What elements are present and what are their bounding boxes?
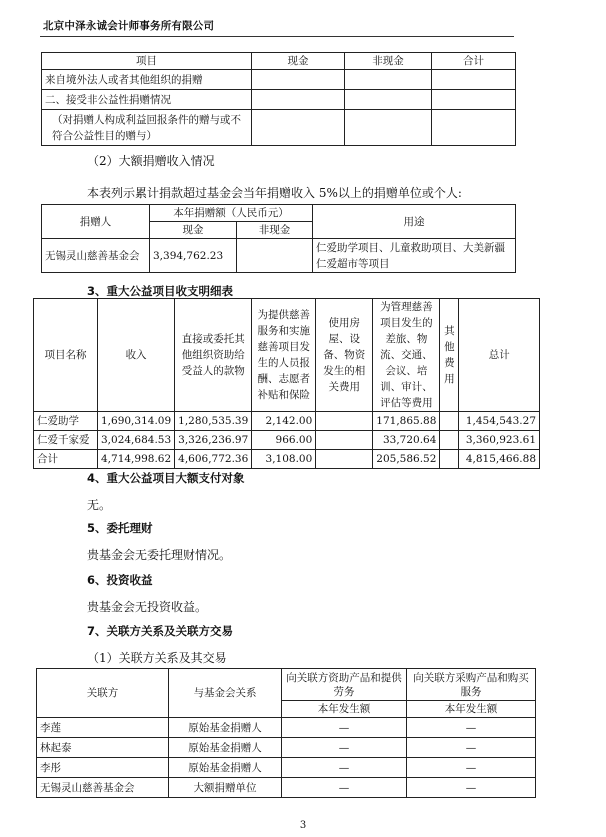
management-value: 171,865.88 xyxy=(373,412,440,431)
col-header-amount: 本年捐赠额（人民币元） xyxy=(150,205,313,222)
noncash-amount xyxy=(237,239,313,273)
large-donation-table xyxy=(41,204,516,273)
total-value: 3,360,923.61 xyxy=(459,431,540,450)
income-value: 1,690,314.09 xyxy=(98,412,175,431)
management-value: 33,720.64 xyxy=(373,431,440,450)
col-header-party: 关联方 xyxy=(37,669,169,718)
purchase-amount: — xyxy=(407,718,536,738)
cash-amount: 3,394,762.23 xyxy=(150,239,237,273)
other-value xyxy=(440,431,459,450)
provide-amount: — xyxy=(282,738,407,758)
party-relation: 原始基金捐赠人 xyxy=(169,758,282,778)
col-header-total: 合计 xyxy=(432,53,516,70)
col-header-cash: 现金 xyxy=(150,222,237,239)
row-label: 来自境外法人或者其他组织的捐赠 xyxy=(42,70,252,90)
income-value: 4,714,998.62 xyxy=(98,450,175,469)
party-relation: 原始基金捐赠人 xyxy=(169,738,282,758)
direct-aid-value: 4,606,772.36 xyxy=(175,450,252,469)
col-header-purchase: 向关联方采购产品和购买服务 xyxy=(407,669,536,701)
col-header-donor: 捐赠人 xyxy=(42,205,150,239)
related-party-table xyxy=(36,668,536,798)
party-name: 林起泰 xyxy=(37,738,169,758)
income-value: 3,024,684.53 xyxy=(98,431,175,450)
col-header-noncash: 非现金 xyxy=(237,222,313,239)
col-header-use: 用途 xyxy=(313,205,516,239)
party-relation: 大额捐赠单位 xyxy=(169,778,282,798)
other-value xyxy=(440,412,459,431)
col-header-cash: 现金 xyxy=(252,53,345,70)
section-7-subtitle: （1）关联方关系及其交易 xyxy=(87,651,227,665)
col-header-personnel: 为提供慈善服务和实施慈善项目发生的人员报酬、志愿者补贴和保险 xyxy=(252,299,316,412)
section-3-title: 3、重大公益项目收支明细表 xyxy=(87,284,234,298)
party-relation: 原始基金捐赠人 xyxy=(169,718,282,738)
col-header-management: 为管理慈善项目发生的差旅、物流、交通、会议、培训、审计、评估等费用 xyxy=(373,299,440,412)
col-header-year: 本年发生额 xyxy=(282,701,407,718)
col-header-year: 本年发生额 xyxy=(407,701,536,718)
direct-aid-value: 3,326,236.97 xyxy=(175,431,252,450)
project-name: 仁爱助学 xyxy=(34,412,98,431)
other-value xyxy=(440,450,459,469)
party-name: 李莲 xyxy=(37,718,169,738)
col-header-project: 项目名称 xyxy=(34,299,98,412)
purchase-amount: — xyxy=(407,758,536,778)
section-4-title: 4、重大公益项目大额支付对象 xyxy=(87,471,245,485)
row-label: （对捐赠人构成利益回报条件的赠与或不符合公益性目的赠与） xyxy=(42,110,252,146)
col-header-income: 收入 xyxy=(98,299,175,412)
facility-value xyxy=(316,412,373,431)
party-name: 李彤 xyxy=(37,758,169,778)
section-6-text: 贵基金会无投资收益。 xyxy=(87,600,208,614)
col-header-other: 其他费用 xyxy=(440,299,459,412)
row-label: 二、接受非公益性捐赠情况 xyxy=(42,90,252,110)
major-project-table xyxy=(33,298,540,469)
page-number: 3 xyxy=(299,820,307,831)
direct-aid-value: 1,280,535.39 xyxy=(175,412,252,431)
firm-header: 北京中泽永诚会计师事务所有限公司 xyxy=(43,20,215,32)
col-header-provide: 向关联方资助产品和提供劳务 xyxy=(282,669,407,701)
purchase-amount: — xyxy=(407,738,536,758)
donation-summary-table xyxy=(41,52,516,146)
personnel-value: 3,108.00 xyxy=(252,450,316,469)
total-value: 4,815,466.88 xyxy=(459,450,540,469)
section-2-intro: 本表列示累计捐款超过基金会当年捐赠收入 5%以上的捐赠单位或个人: xyxy=(87,186,462,200)
donor-name: 无锡灵山慈善基金会 xyxy=(42,239,150,273)
purchase-amount: — xyxy=(407,778,536,798)
donation-use: 仁爱助学项目、儿童救助项目、大美新疆仁爱超市等项目 xyxy=(313,239,516,273)
management-value: 205,586.52 xyxy=(373,450,440,469)
col-header-total: 总计 xyxy=(459,299,540,412)
project-name: 仁爱千家爱 xyxy=(34,431,98,450)
col-header-facility: 使用房屋、设备、物资发生的相关费用 xyxy=(316,299,373,412)
total-value: 1,454,543.27 xyxy=(459,412,540,431)
section-5-text: 贵基金会无委托理财情况。 xyxy=(87,548,232,562)
col-header-relation: 与基金会关系 xyxy=(169,669,282,718)
personnel-value: 966.00 xyxy=(252,431,316,450)
col-header-item: 项目 xyxy=(42,53,252,70)
project-name: 合计 xyxy=(34,450,98,469)
section-7-title: 7、关联方关系及关联方交易 xyxy=(87,624,234,638)
provide-amount: — xyxy=(282,718,407,738)
facility-value xyxy=(316,450,373,469)
facility-value xyxy=(316,431,373,450)
section-2-title: （2）大额捐赠收入情况 xyxy=(87,154,215,168)
col-header-noncash: 非现金 xyxy=(345,53,432,70)
provide-amount: — xyxy=(282,778,407,798)
party-name: 无锡灵山慈善基金会 xyxy=(37,778,169,798)
provide-amount: — xyxy=(282,758,407,778)
personnel-value: 2,142.00 xyxy=(252,412,316,431)
col-header-direct-aid: 直接或委托其他组织资助给受益人的款物 xyxy=(175,299,252,412)
section-4-text: 无。 xyxy=(87,498,112,512)
header-rule xyxy=(40,36,514,37)
section-5-title: 5、委托理财 xyxy=(87,521,153,535)
section-6-title: 6、投资收益 xyxy=(87,573,153,587)
